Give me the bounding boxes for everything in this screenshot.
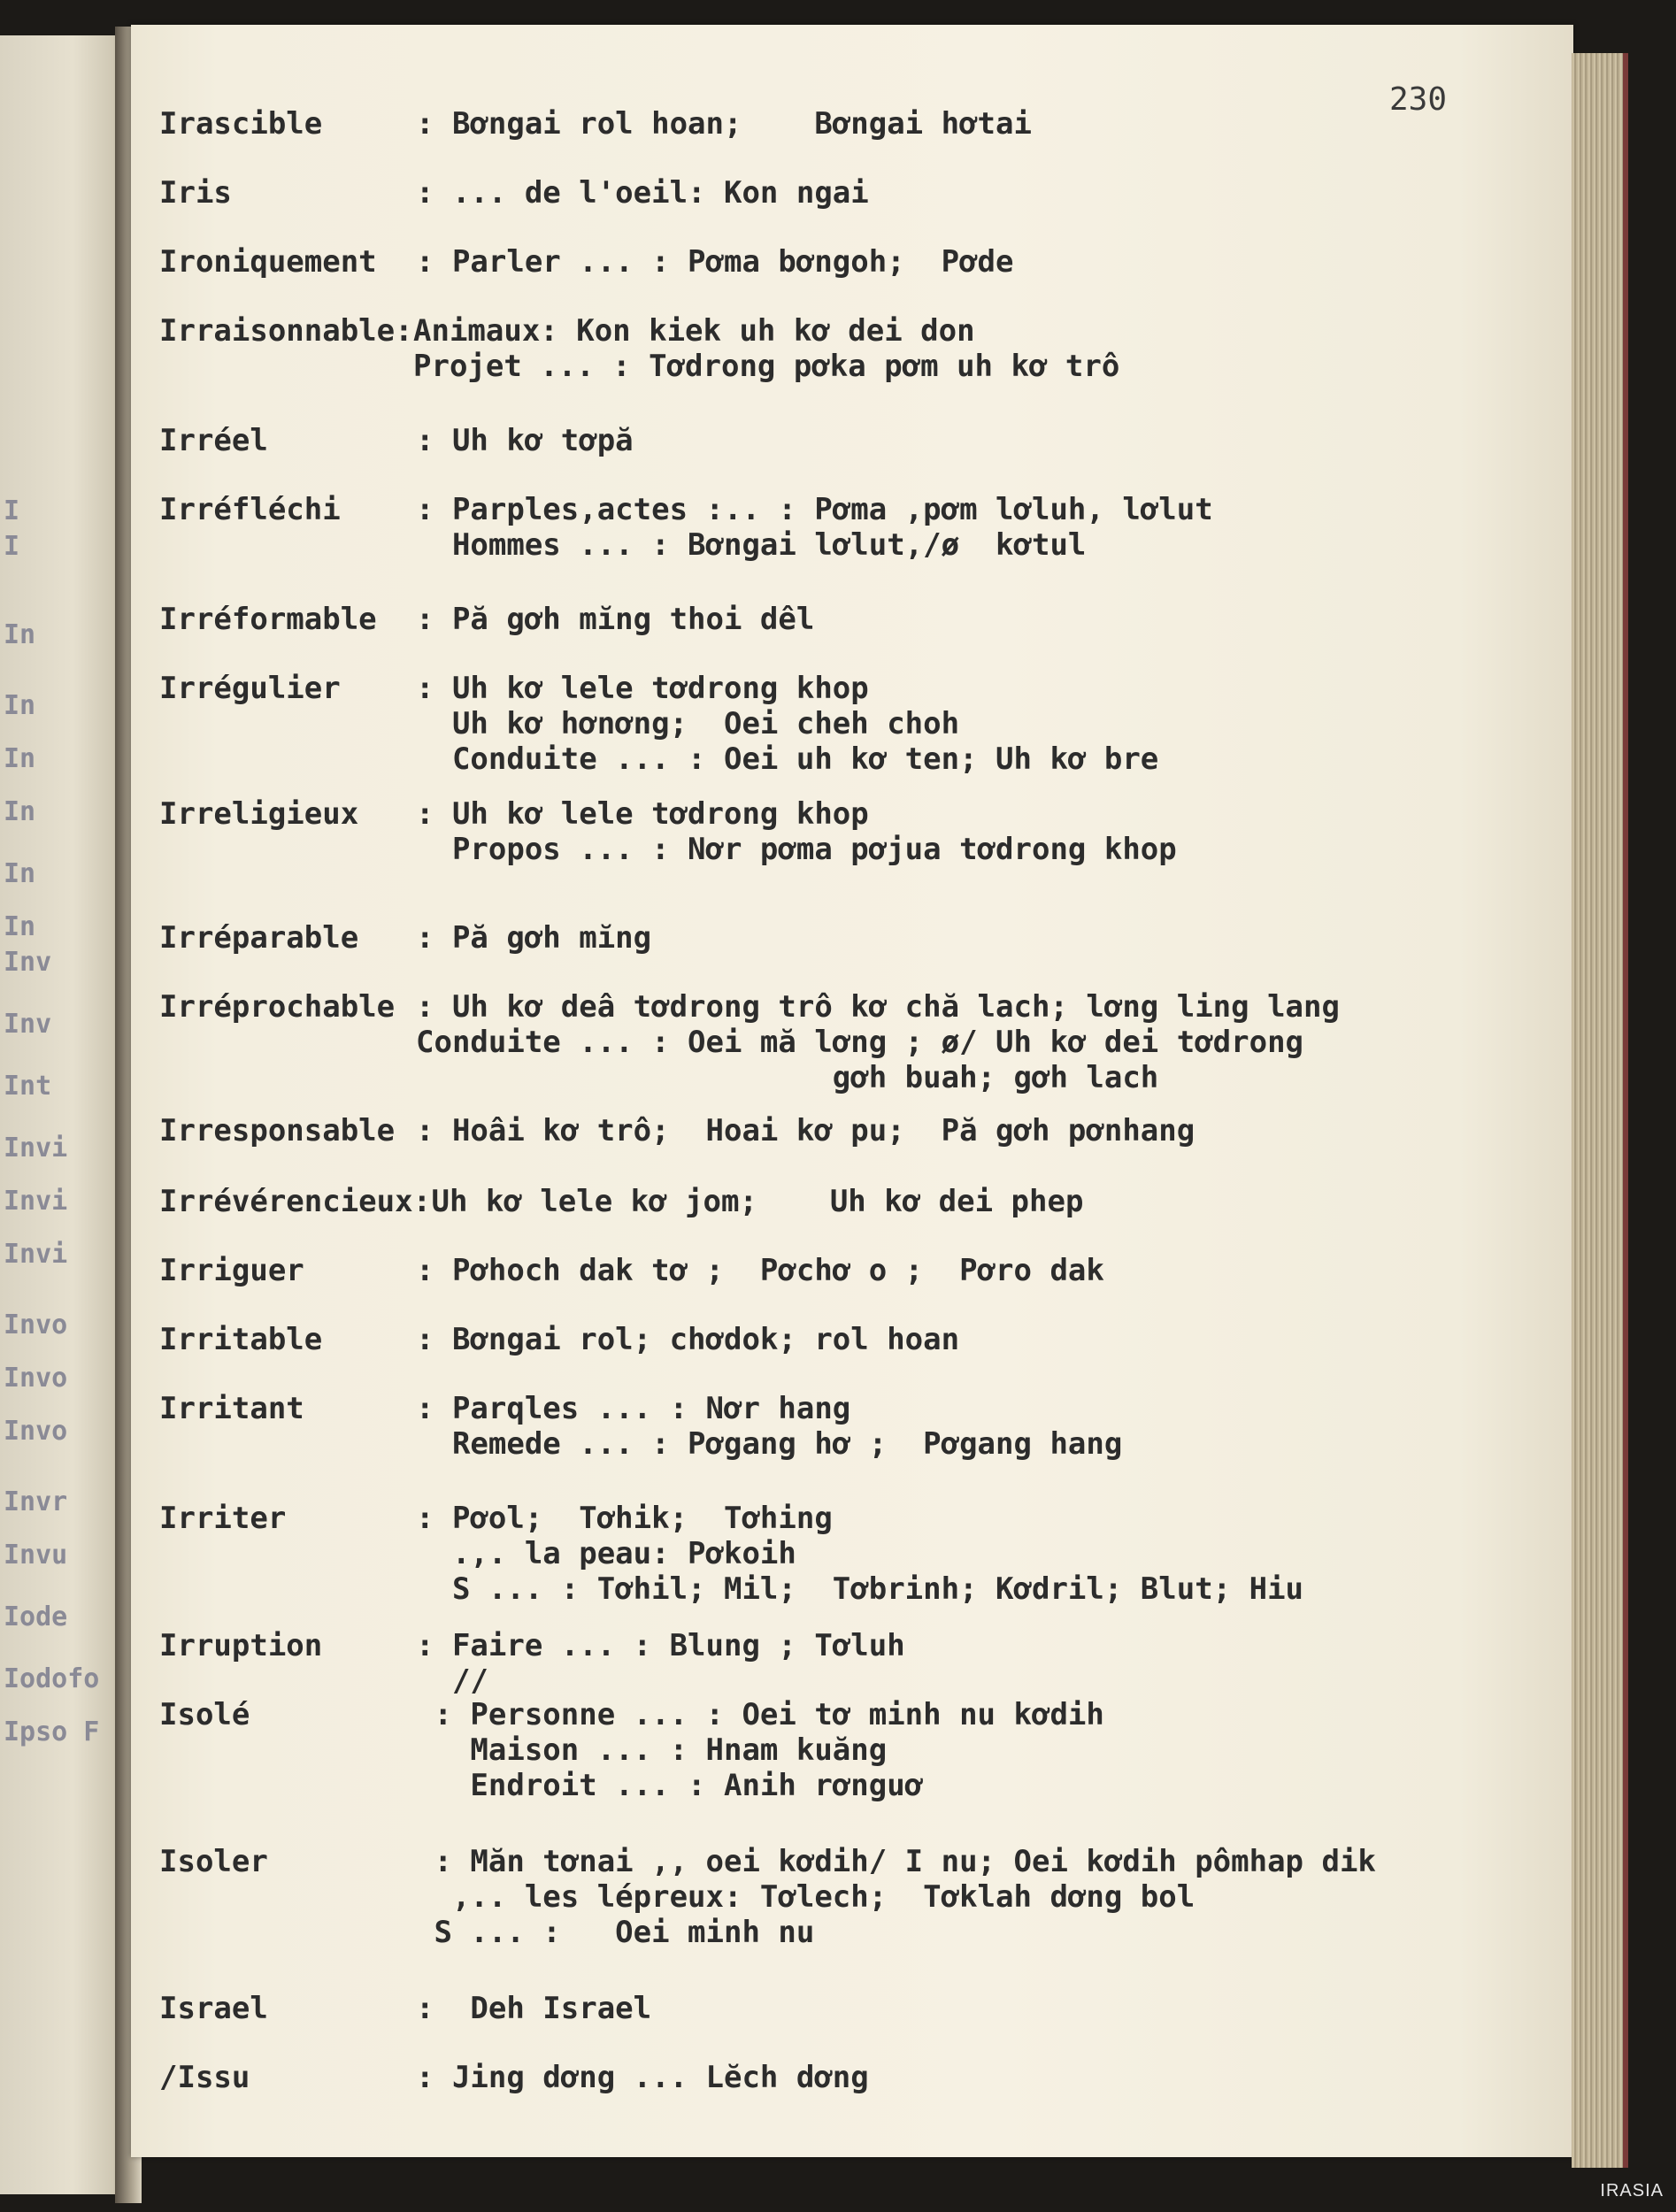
left-page-fragment: In (4, 858, 36, 889)
entry-definition (416, 989, 1340, 1095)
definition-line: : Uh kơ lele tơdrong khop (416, 671, 869, 706)
definition-line: .,. la peau: Pơkoih (416, 1536, 796, 1571)
definition-line: gơh buah; gơh lach (416, 1060, 1159, 1095)
entry-definition (416, 492, 1213, 563)
left-page-fragment: Inv (4, 1009, 52, 1040)
definition-line: Conduite ... : Oei mă lơng ; ø/ Uh kơ dei tơdrong (416, 1025, 1304, 1060)
definition-line: Conduite ... : Oei uh kơ ten; Uh kơ bre (416, 741, 1159, 777)
definition-line: : Bơngai rol; chơdok; rol hoan (416, 1322, 960, 1357)
entry-headword: Iris (159, 175, 232, 211)
definition-line: : Pă gơh mĭng thoi dêl (416, 602, 815, 637)
definition-line: : Pơhoch dak tơ ; Pơchơ o ; Pơro dak (416, 1253, 1104, 1288)
entry-headword: Irréformable (159, 602, 377, 637)
entry-headword: /Issu (159, 2060, 250, 2095)
entry-definition (416, 1322, 959, 1357)
entry-definition (416, 796, 1177, 867)
left-facing-page (0, 35, 133, 2194)
left-page-fragment: Invo (4, 1416, 68, 1447)
left-page-fragment: I (4, 495, 20, 526)
entry-headword: Irréparable (159, 920, 359, 956)
left-page-fragment: Invu (4, 1540, 68, 1571)
definition-line: : Hoâi kơ trô; Hoai kơ pu; Pă gơh pơnhang (416, 1113, 1195, 1148)
definition-line: Uh kơ hơnơng; Oei cheh choh (416, 706, 960, 741)
left-page-fragment: Invo (4, 1310, 68, 1340)
entry-definition (416, 920, 651, 956)
left-page-fragment: Inv (4, 947, 52, 978)
entry-definition (432, 1184, 1084, 1219)
definition-line: Hommes ... : Bơngai lơlut,/ø kơtul (416, 527, 1087, 563)
definition-line: : Uh kơ deâ tơdrong trô kơ chă lach; lơng ling lang (416, 989, 1340, 1025)
entry-headword: Irréel (159, 423, 268, 458)
left-page-fragment: In (4, 690, 36, 721)
entry-headword: Irritant (159, 1391, 304, 1426)
entry-definition (416, 1253, 1104, 1288)
entry-definition (416, 1501, 1303, 1607)
definition-line: // (416, 1663, 488, 1699)
left-page-fragment: Invi (4, 1239, 68, 1270)
definition-line: : Bơngai rol hoan; Bơngai hơtai (416, 106, 1032, 142)
entry-definition (416, 1113, 1195, 1148)
definition-line: : Personne ... : Oei tơ minh nu kơdih (416, 1697, 1104, 1732)
definition-line: : Pă gơh mĭng (416, 920, 652, 956)
definition-line: : Uh kơ lele tơdrong khop (416, 796, 869, 832)
left-page-fragment: Ipso F (4, 1717, 100, 1747)
entry-headword: Isoler (159, 1844, 268, 1879)
left-page-fragment: Invi (4, 1133, 68, 1164)
page-stack-edge (1572, 53, 1628, 2168)
entry-headword: Irrévérencieux: (159, 1184, 432, 1219)
definition-line: Projet ... : Tơdrong pơka pơm uh kơ trô (413, 349, 1120, 384)
left-page-fragment: In (4, 619, 36, 650)
entry-definition (416, 175, 869, 211)
entry-definition (416, 671, 1158, 777)
entry-headword: Irresponsable (159, 1113, 396, 1148)
watermark-text: IRASIA (1600, 2181, 1664, 2200)
entry-definition (416, 1391, 1122, 1462)
left-page-fragment: In (4, 796, 36, 827)
definition-line: Propos ... : Nơr pơma pơjua tơdrong khop (416, 832, 1177, 867)
left-page-fragment: In (4, 743, 36, 774)
entry-headword: Irraisonnable: (159, 313, 413, 349)
entry-definition (416, 244, 1014, 280)
entry-headword: Isolé (159, 1697, 250, 1732)
definition-line: : Faire ... : Blung ; Tơluh (416, 1628, 905, 1663)
entry-headword: Irritable (159, 1322, 323, 1357)
left-page-fragment: Iodofo (4, 1663, 100, 1694)
definition-line: : Parqles ... : Nơr hang (416, 1391, 851, 1426)
definition-line: Maison ... : Hnam kuăng (416, 1732, 888, 1768)
entry-headword: Irréprochable (159, 989, 396, 1025)
definition-line: Remede ... : Pơgang hơ ; Pơgang hang (416, 1426, 1123, 1462)
entry-headword: Irriter (159, 1501, 287, 1536)
entry-definition (416, 2060, 869, 2095)
definition-line: : Parler ... : Pơma bơngoh; Pơde (416, 244, 1014, 280)
definition-line: Endroit ... : Anih rơnguơ (416, 1768, 924, 1803)
left-page-fragment: Int (4, 1071, 52, 1102)
definition-line: : Măn tơnai ,, oei kơdih/ I nu; Oei kơdih pômhap dik (416, 1844, 1376, 1879)
entry-definition (416, 423, 634, 458)
left-page-fragment: Invi (4, 1186, 68, 1217)
definition-line: S ... : Tơhil; Mil; Tơbrinh; Kơdril; Blut; Hiu (416, 1571, 1304, 1607)
entry-definition (416, 1991, 651, 2026)
left-page-fragment: Invr (4, 1486, 68, 1517)
entry-definition (416, 1697, 1104, 1803)
definition-line: ,.. les lépreux: Tơlech; Tơklah dơng bol (416, 1879, 1195, 1915)
entry-headword: Irréfléchi (159, 492, 341, 527)
definition-line: : Parples,actes :.. : Pơma ,pơm lơluh, lơlut (416, 492, 1213, 527)
left-page-fragment: I (4, 531, 20, 562)
entry-definition (416, 1844, 1376, 1950)
entry-headword: Irruption (159, 1628, 323, 1663)
entry-headword: Israel (159, 1991, 268, 2026)
page-number: 230 (1389, 81, 1448, 118)
definition-line: Animaux: Kon kiek uh kơ dei don (413, 313, 975, 349)
definition-line: : Jing dơng ... Lĕch dơng (416, 2060, 869, 2095)
left-page-fragment: Invo (4, 1363, 68, 1394)
definition-line: S ... : Oei minh nu (416, 1915, 815, 1950)
entry-headword: Irrégulier (159, 671, 341, 706)
definition-line: : Uh kơ tơpă (416, 423, 634, 458)
entry-definition (416, 602, 814, 637)
left-page-fragment: In (4, 911, 36, 942)
definition-line: : Deh Israel (416, 1991, 652, 2026)
entry-definition (416, 106, 1032, 142)
entry-headword: Irreligieux (159, 796, 359, 832)
entry-headword: Ironiquement (159, 244, 377, 280)
definition-line: : Pơol; Tơhik; Tơhing (416, 1501, 833, 1536)
definition-line: Uh kơ lele kơ jom; Uh kơ dei phep (431, 1184, 1084, 1219)
definition-line: : ... de l'oeil: Kon ngai (416, 175, 869, 211)
entry-headword: Irriguer (159, 1253, 304, 1288)
entry-headword: Irascible (159, 106, 323, 142)
left-page-fragment: Iode (4, 1601, 68, 1632)
entry-definition (413, 313, 1119, 384)
entry-definition (416, 1628, 905, 1699)
